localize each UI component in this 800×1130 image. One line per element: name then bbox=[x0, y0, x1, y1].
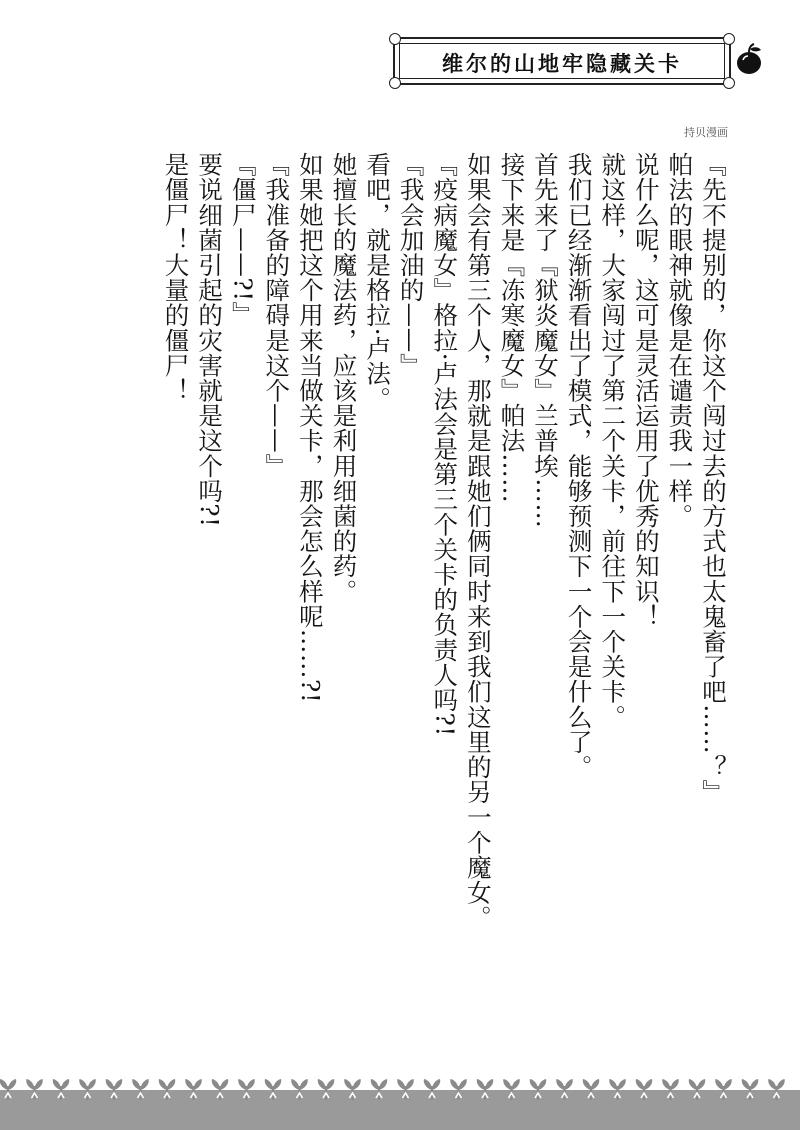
text-column: 说什么呢，这可是灵活运用了优秀的知识！ bbox=[631, 152, 661, 629]
text-column: 如果她把这个用来当做关卡，那会怎么样呢……?! bbox=[295, 152, 325, 704]
text-column: 接下来是『冻寒魔女』帕法…… bbox=[497, 152, 527, 504]
text-column: 『我会加油的——』 bbox=[396, 152, 426, 378]
chapter-title: 维尔的山地牢隐藏关卡 bbox=[442, 51, 682, 76]
frame-corner-ornament bbox=[723, 77, 735, 89]
text-column: 首先来了『狱炎魔女』兰普埃…… bbox=[531, 152, 561, 529]
text-column: 『我准备的障碍是这个——』 bbox=[262, 152, 292, 479]
text-column: 要说细菌引起的灾害就是这个吗?! bbox=[195, 152, 225, 528]
text-column: 是僵尸！大量的僵尸！ bbox=[161, 152, 191, 403]
text-column: 她擅长的魔法药，应该是利用细菌的药。 bbox=[329, 152, 359, 604]
text-column: 『疫病魔女』格拉·卢法会是第三个关卡的负责人吗?! bbox=[430, 152, 460, 737]
source-watermark: 持贝漫画 bbox=[684, 126, 728, 139]
text-column: 我们已经渐渐看出了模式，能够预测下一个会是什么了。 bbox=[564, 152, 594, 780]
text-column: 看吧，就是格拉·卢法。 bbox=[363, 152, 393, 412]
apple-ornament-icon bbox=[734, 42, 764, 76]
text-column: 就这样，大家闯过了第二个关卡，前往下一个关卡。 bbox=[598, 152, 628, 730]
text-column: 『僵尸——?!』 bbox=[228, 152, 258, 327]
frame-corner-ornament bbox=[389, 77, 401, 89]
text-column: 帕法的眼神就像是在谴责我一样。 bbox=[665, 152, 695, 529]
frame-corner-ornament bbox=[389, 33, 401, 45]
text-column: 如果会有第三个人，那就是跟她们俩同时来到我们这里的另一个魔女。 bbox=[463, 152, 493, 931]
chapter-header-frame bbox=[393, 37, 731, 85]
grass-decoration-strip bbox=[0, 1068, 800, 1130]
vertical-text-body bbox=[50, 152, 730, 952]
text-column: 『先不提别的，你这个闯过去的方式也太鬼畜了吧……？』 bbox=[699, 152, 728, 805]
